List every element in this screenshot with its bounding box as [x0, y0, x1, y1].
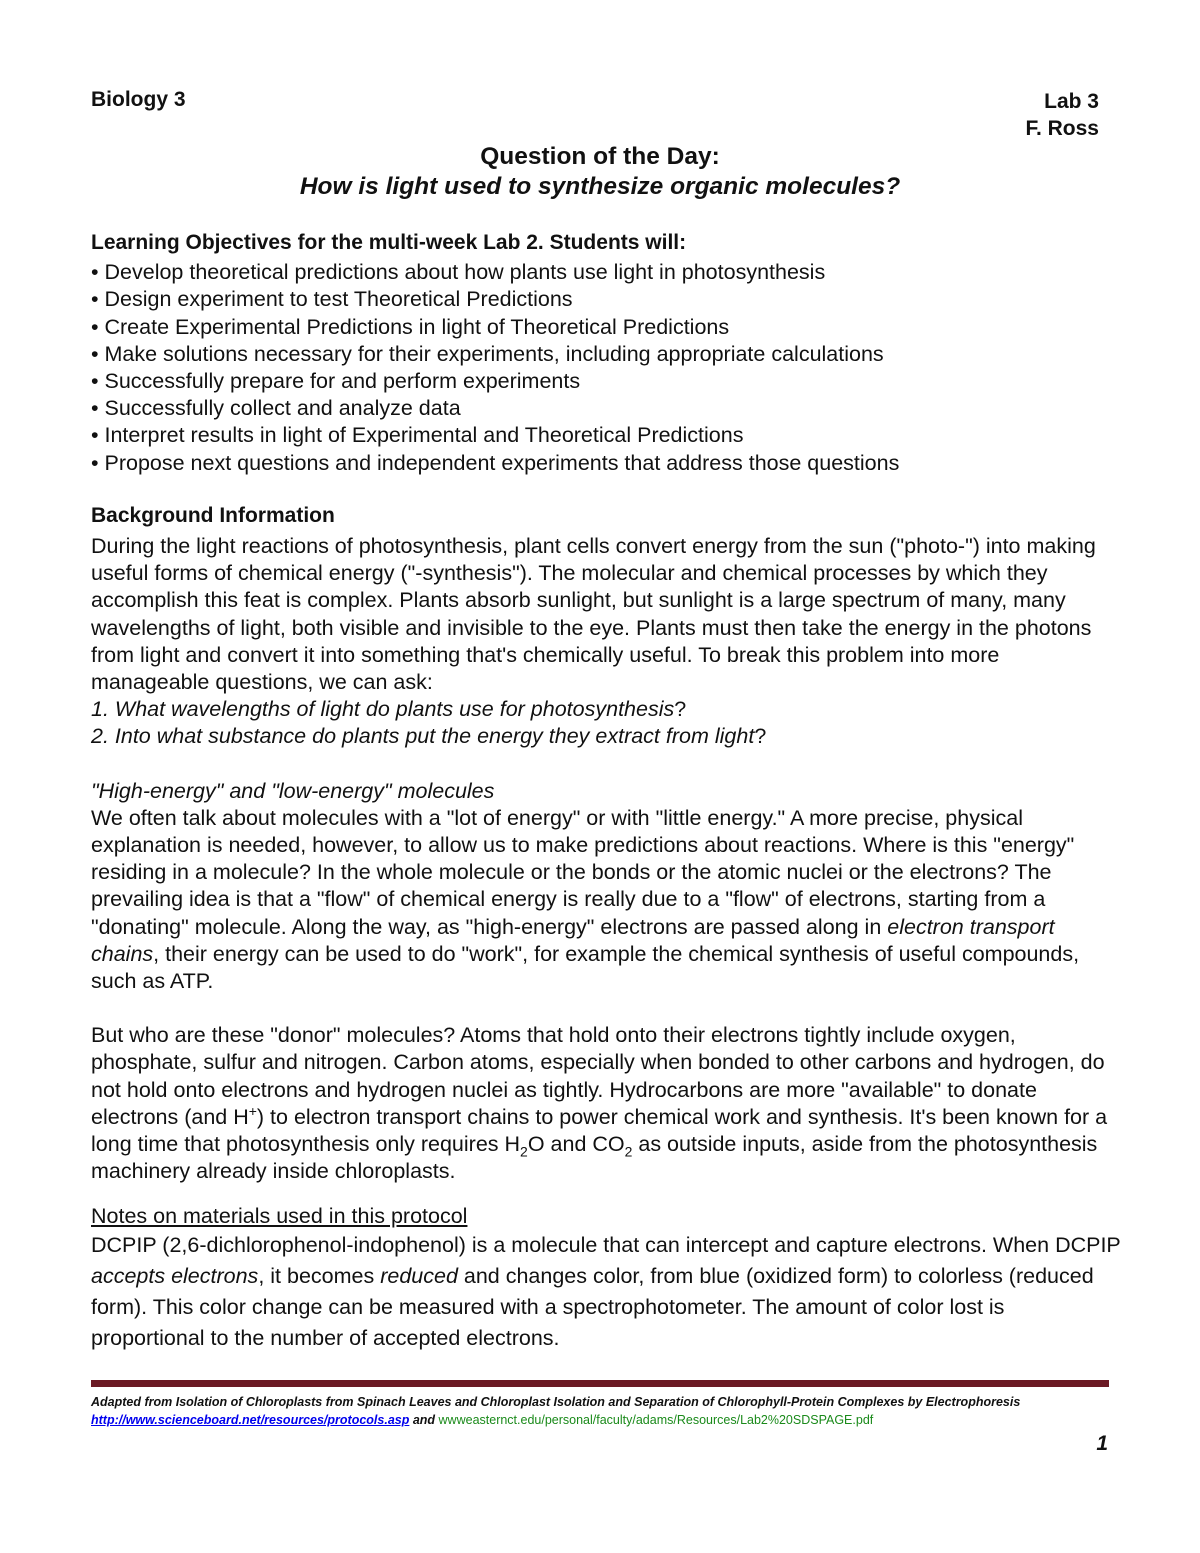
paragraph-text: We often talk about molecules with a "lot of energy" or with "little energy." A more precise, physical explanation is needed, however, to allow us to make predictions about reactions. Where is this "energy" residing in a molecule? In the whole molecule or the bonds or the atomic nuclei or the electrons? The prevailing idea is that a "flow" of chemical energy is really due to a "flow" of electrons, starting from a "donating" molecule. Along the way, as "high-energy" electrons are passed along in	[91, 805, 1075, 939]
paragraph-text: DCPIP (2,6-dichlorophenol-indophenol) is a molecule that can intercept and capture electrons. When DCPIP	[91, 1232, 1121, 1257]
energy-paragraph	[91, 805, 1121, 995]
question-2-mark: ?	[754, 724, 767, 749]
paragraph-text: , it becomes	[258, 1263, 381, 1288]
paragraph-text: O and CO	[527, 1132, 625, 1157]
main-content	[91, 229, 1121, 1354]
superscript: +	[248, 1102, 257, 1119]
source-citation: Adapted from Isolation of Chloroplasts from Spinach Leaves and Chloroplast Isolation and Separation of Chlorophyll-Protein Complexes by Electrophoresis	[91, 1395, 1021, 1409]
instructor: F. Ross	[1025, 117, 1099, 140]
list-item: • Successfully collect and analyze data	[91, 396, 461, 421]
question-2	[91, 723, 1121, 750]
paragraph-text: ) to electron transport chains to power chemical work and synthesis. It's been known for a long time that photosynthesis only requires H	[91, 1104, 1108, 1157]
objectives-list	[91, 259, 1121, 477]
source-links	[91, 1411, 1131, 1429]
background-paragraph: During the light reactions of photosynthesis, plant cells convert energy from the sun ("photo-") into making useful forms of chemical energy ("-synthesis"). The molecular and chemical processes by which they accomplish this feat is complex. Plants absorb sunlight, but sunlight is a large spectrum of many, many wavelengths of light, both visible and invisible to the eye. Plants must then take the energy in the photons from light and convert it into something that's chemically useful. To break this problem into more manageable questions, we can ask:	[91, 534, 1096, 695]
question-1	[91, 696, 1121, 723]
subscript: 2	[520, 1143, 528, 1160]
course-name: Biology 3	[91, 88, 186, 111]
protocols-link[interactable]: http://www.scienceboard.net/resources/protocols.asp	[91, 1413, 410, 1427]
paragraph-text: and changes color, from blue (oxidized form) to colorless (reduced form). This color change can be measured with a spectrophotometer. The amount of color lost is proportional to the number of accepted electrons.	[91, 1263, 1094, 1350]
energy-subheading: "High-energy" and "low-energy" molecules	[91, 778, 495, 803]
emphasis-text: electron transport chains	[91, 914, 1055, 966]
question-of-day: How is light used to synthesize organic molecules?	[299, 173, 901, 200]
question-2-text: 2. Into what substance do plants put the energy they extract from light	[91, 724, 755, 749]
list-item: • Design experiment to test Theoretical Predictions	[91, 287, 573, 312]
paragraph-text: as outside inputs, aside from the photosynthesis machinery already inside chloroplasts.	[91, 1132, 1098, 1184]
lab-number: Lab 3	[1044, 90, 1099, 113]
objectives-heading: Learning Objectives for the multi-week Lab 2. Students will:	[91, 231, 687, 254]
question-1-text: 1. What wavelengths of light do plants use for photosynthesis	[91, 697, 675, 722]
list-item: • Successfully prepare for and perform experiments	[91, 369, 581, 394]
page-number: 1	[1096, 1432, 1108, 1455]
sdspage-url[interactable]: wwweasternct.edu/personal/faculty/adams/Resources/Lab2%20SDSPAGE.pdf	[438, 1413, 874, 1427]
conjunction: and	[409, 1413, 439, 1427]
page-title	[0, 142, 1200, 202]
lab-info	[1025, 88, 1099, 142]
list-item: • Create Experimental Predictions in light of Theoretical Predictions	[91, 314, 730, 339]
list-item: • Develop theoretical predictions about how plants use light in photosynthesis	[91, 260, 826, 285]
footer-divider	[91, 1380, 1109, 1387]
question-1-mark: ?	[674, 697, 687, 722]
list-item: • Propose next questions and independent experiments that address those questions	[91, 450, 900, 475]
subscript: 2	[624, 1143, 633, 1160]
emphasis-text: accepts electrons	[91, 1263, 259, 1288]
title-line: Question of the Day:	[480, 143, 720, 170]
footer-citation	[91, 1393, 1131, 1429]
paragraph-text: But who are these "donor" molecules? Atoms that hold onto their electrons tightly include oxygen, phosphate, sulfur and nitrogen. Carbon atoms, especially when bonded to other carbons and hydrogen, do not hold onto electrons and hydrogen nuclei as tightly. Hydrocarbons are more "available" to donate electrons (and H	[91, 1023, 1105, 1129]
list-item: • Interpret results in light of Experimental and Theoretical Predictions	[91, 423, 744, 448]
paragraph-text: , their energy can be used to do "work", for example the chemical synthesis of useful compounds, such as ATP.	[91, 941, 1080, 994]
notes-heading: Notes on materials used in this protocol	[91, 1203, 468, 1228]
background-heading: Background Information	[91, 503, 335, 527]
notes-paragraph	[91, 1230, 1121, 1354]
list-item: • Make solutions necessary for their experiments, including appropriate calculations	[91, 341, 884, 366]
emphasis-text: reduced	[380, 1263, 458, 1288]
donor-paragraph	[91, 1022, 1121, 1185]
